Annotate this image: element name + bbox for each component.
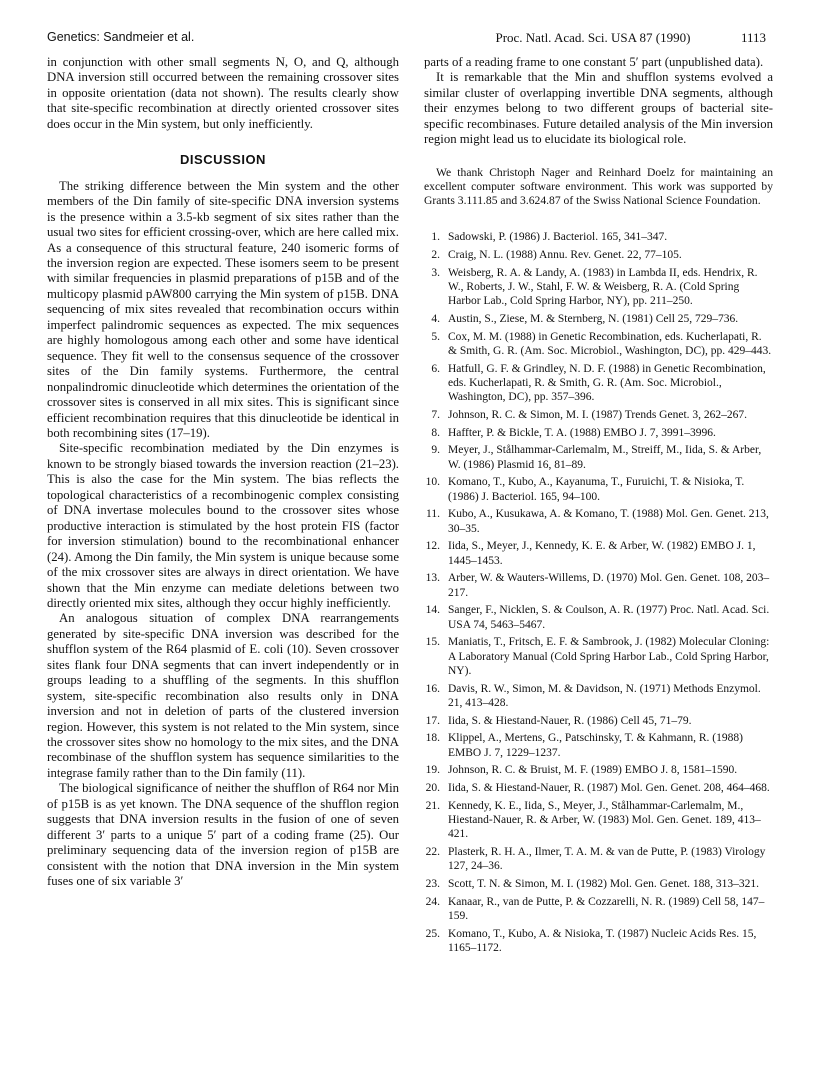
journal-citation: Proc. Natl. Acad. Sci. USA 87 (1990) [495, 30, 691, 45]
discussion-paragraph-2: Site-specific recombination mediated by the Din enzymes is known to be strongly biased towards the inversion reaction (21–23). This is also the case for the Min system. The bias reflects the topological characteristics of a recombinogenic complex consisting of DNA invertase molecules bound to the crossover sites whose productive interaction is stimulated by the host protein FIS (factor for inversion stimulation) bound to the recombinational enhancer (24). Among the Din family, the Min system is unique because some of the mix crossover sites are always in direct orientation. We have shown that the Min enzyme can mediate deletions between two directly oriented mix sites, although they occur highly inefficiently. [47, 441, 399, 610]
running-header-right [495, 30, 766, 46]
continuation-paragraph: parts of a reading frame to one constant 5′ part (unpublished data). [424, 55, 764, 69]
reference-item: 7. Johnson, R. C. & Simon, M. I. (1987) Trends Genet. 3, 262–267. [431, 408, 748, 421]
discussion-paragraph-1: The striking difference between the Min system and the other members of the Din family of site-specific DNA inversion systems is the presence within a 3.5-kb segment of six sites rather than the usual two sites for efficient crossing-over, which are here called mix. As a consequence of this structural feature, 240 isomeric forms of the inversion region are expected. These isomers seem to be present with similar frequencies in plasmid preparations of p15B and of the multicopy plasmid pAW800 carrying the Min system of p15B. DNA sequencing of mix sites revealed that recombination occurs within imperfect palindromic sequences as expected. The mix sequences are highly homologous among each other and some have identical sequence. They fit well to the consensus sequence of the crossover sites of the Din family systems. Furthermore, the central nonpalindromic dinucleotide which determines the orientation of the crossover sites is conserved in all mix sites. This is significant since efficient recombination requires that this dinucleotide be identical in both recombining sites (17–19). [47, 178, 399, 440]
reference-item: 9. Meyer, J., Stålhammar-Carlemalm, M., Streiff, M., Iida, S. & Arber, W. (1986) Plasmid 16, 81–89. [431, 444, 762, 471]
reference-item: 2. Craig, N. L. (1988) Annu. Rev. Genet. 22, 77–105. [431, 248, 682, 261]
reference-item: 12. Iida, S., Meyer, J., Kennedy, K. E. & Arber, W. (1982) EMBO J. 1, 1445–1453. [425, 540, 756, 567]
left-column [47, 55, 399, 890]
reference-item: 18. Klippel, A., Mertens, G., Patschinsky, T. & Kahmann, R. (1988) EMBO J. 7, 1229–1237. [425, 732, 743, 759]
reference-item: 19. Johnson, R. C. & Bruist, M. F. (1989) EMBO J. 8, 1581–1590. [425, 764, 738, 777]
reference-item: 23. Scott, T. N. & Simon, M. I. (1982) Mol. Gen. Genet. 188, 313–321. [425, 878, 760, 891]
reference-list [424, 230, 773, 955]
reference-item: 1. Sadowski, P. (1986) J. Bacteriol. 165, 341–347. [431, 231, 668, 243]
reference-item: 16. Davis, R. W., Simon, M. & Davidson, N. (1971) Methods Enzymol. 21, 413–428. [425, 682, 761, 709]
discussion-paragraph-3: An analogous situation of complex DNA rearrangements generated by site-specific DNA inversion was described for the shufflon system of the R64 plasmid of E. coli (10). Seven crossover sites flank four DNA segments that can invert independently or in groups leading to a shuffling of the segments. In this shufflon system, site-specific recombination also results only in DNA inversion and not in deletion of parts of the clustered inversion region. However, this system is not related to the Min system, since the crossover sites show no homology to the mix sites, and the DNA recombinase of the shufflon system has sequence similarities to the integrase family rather than to the Din family (11). [47, 611, 399, 780]
reference-item: 22. Plasterk, R. H. A., Ilmer, T. A. M. & van de Putte, P. (1983) Virology 127, 24–36. [425, 846, 766, 873]
reference-item: 13. Arber, W. & Wauters-Willems, D. (1970) Mol. Gen. Genet. 108, 203–217. [425, 572, 770, 599]
reference-item: 8. Haffter, P. & Bickle, T. A. (1988) EMBO J. 7, 3991–3996. [431, 426, 716, 439]
running-header-left: Genetics: Sandmeier et al. [47, 30, 195, 44]
right-column [424, 55, 773, 959]
reference-item: 14. Sanger, F., Nicklen, S. & Coulson, A. R. (1977) Proc. Natl. Acad. Sci. USA 74, 5463–5467. [425, 604, 770, 631]
intro-paragraph: in conjunction with other small segments N, O, and Q, although DNA inversion still occurred between the remaining crossover sites in opposite orientation (data not shown). The results clearly show that site-specific recombination at directly oriented crossover sites does occur in the Min system, but only inefficiently. [47, 55, 399, 131]
reference-item: 6. Hatfull, G. F. & Grindley, N. D. F. (1988) in Genetic Recombination, eds. Kucherlapati, R. & Smith, G. R. (Am. Soc. Microbiol., Washington, DC), pp. 357–396. [431, 362, 766, 403]
reference-item: 21. Kennedy, K. E., Iida, S., Meyer, J., Stålhammar-Carlemalm, M., Hiestand-Nauer, R. & Arber, W. (1983) Mol. Gen. Genet. 189, 413–421. [425, 799, 761, 841]
reference-item: 17. Iida, S. & Hiestand-Nauer, R. (1986) Cell 45, 71–79. [425, 714, 692, 727]
page-number: 1113 [740, 30, 766, 45]
reference-item: 5. Cox, M. M. (1988) in Genetic Recombination, eds. Kucherlapati, R. & Smith, G. R. (Am. Soc. Microbiol., Washington, DC), pp. 429–443. [431, 330, 772, 357]
reference-item: 24. Kanaar, R., van de Putte, P. & Cozzarelli, N. R. (1989) Cell 58, 147–159. [425, 895, 765, 923]
reference-item: 15. Maniatis, T., Fritsch, E. F. & Sambrook, J. (1982) Molecular Cloning: A Laboratory Manual (Cold Spring Harbor Lab., Cold Spring Harbor, NY). [425, 636, 770, 677]
discussion-paragraph-4: The biological significance of neither the shufflon of R64 nor Min of p15B is as yet known. The DNA sequence of the shufflon region suggests that DNA inversion results in the fusion of one of seven different 3′ parts to a unique 5′ part of a coding frame (25). Our preliminary sequencing data of the inversion region of p15B are consistent with the notion that DNA inversion in the Min system fuses one of six variable 3′ [47, 781, 399, 889]
reference-item: 25. Komano, T., Kubo, A. & Nisioka, T. (1987) Nucleic Acids Res. 15, 1165–1172. [425, 927, 757, 955]
reference-item: 4. Austin, S., Ziese, M. & Sternberg, N. (1981) Cell 25, 729–736. [431, 312, 739, 325]
discussion-heading: DISCUSSION [180, 152, 266, 168]
acknowledgment: We thank Christoph Nager and Reinhard Doelz for maintaining an excellent computer software environment. This work was supported by Grants 3.111.85 and 3.624.87 of the Swiss National Science Foundation. [424, 165, 773, 207]
reference-item: 10. Komano, T., Kubo, A., Kayanuma, T., Furuichi, T. & Nisioka, T. (1986) J. Bacteriol. 165, 94–100. [425, 476, 745, 503]
reference-item: 11. Kubo, A., Kusukawa, A. & Komano, T. (1988) Mol. Gen. Genet. 213, 30–35. [426, 508, 769, 535]
reference-item: 20. Iida, S. & Hiestand-Nauer, R. (1987) Mol. Gen. Genet. 208, 464–468. [425, 782, 770, 795]
closing-paragraph: It is remarkable that the Min and shufflon systems evolved a similar cluster of overlapping invertible DNA segments, although their enzymes belong to two different groups of bacterial site-specific recombinases. Future detailed analysis of the Min inversion region might lead us to elucidate its biological role. [424, 70, 773, 147]
reference-item: 3. Weisberg, R. A. & Landy, A. (1983) in Lambda II, eds. Hendrix, R. W., Roberts, J. W., Stahl, F. W. & Weisberg, R. A. (Cold Spring Harbor Lab., Cold Spring Harbor, NY), pp. 211–250. [431, 266, 758, 307]
